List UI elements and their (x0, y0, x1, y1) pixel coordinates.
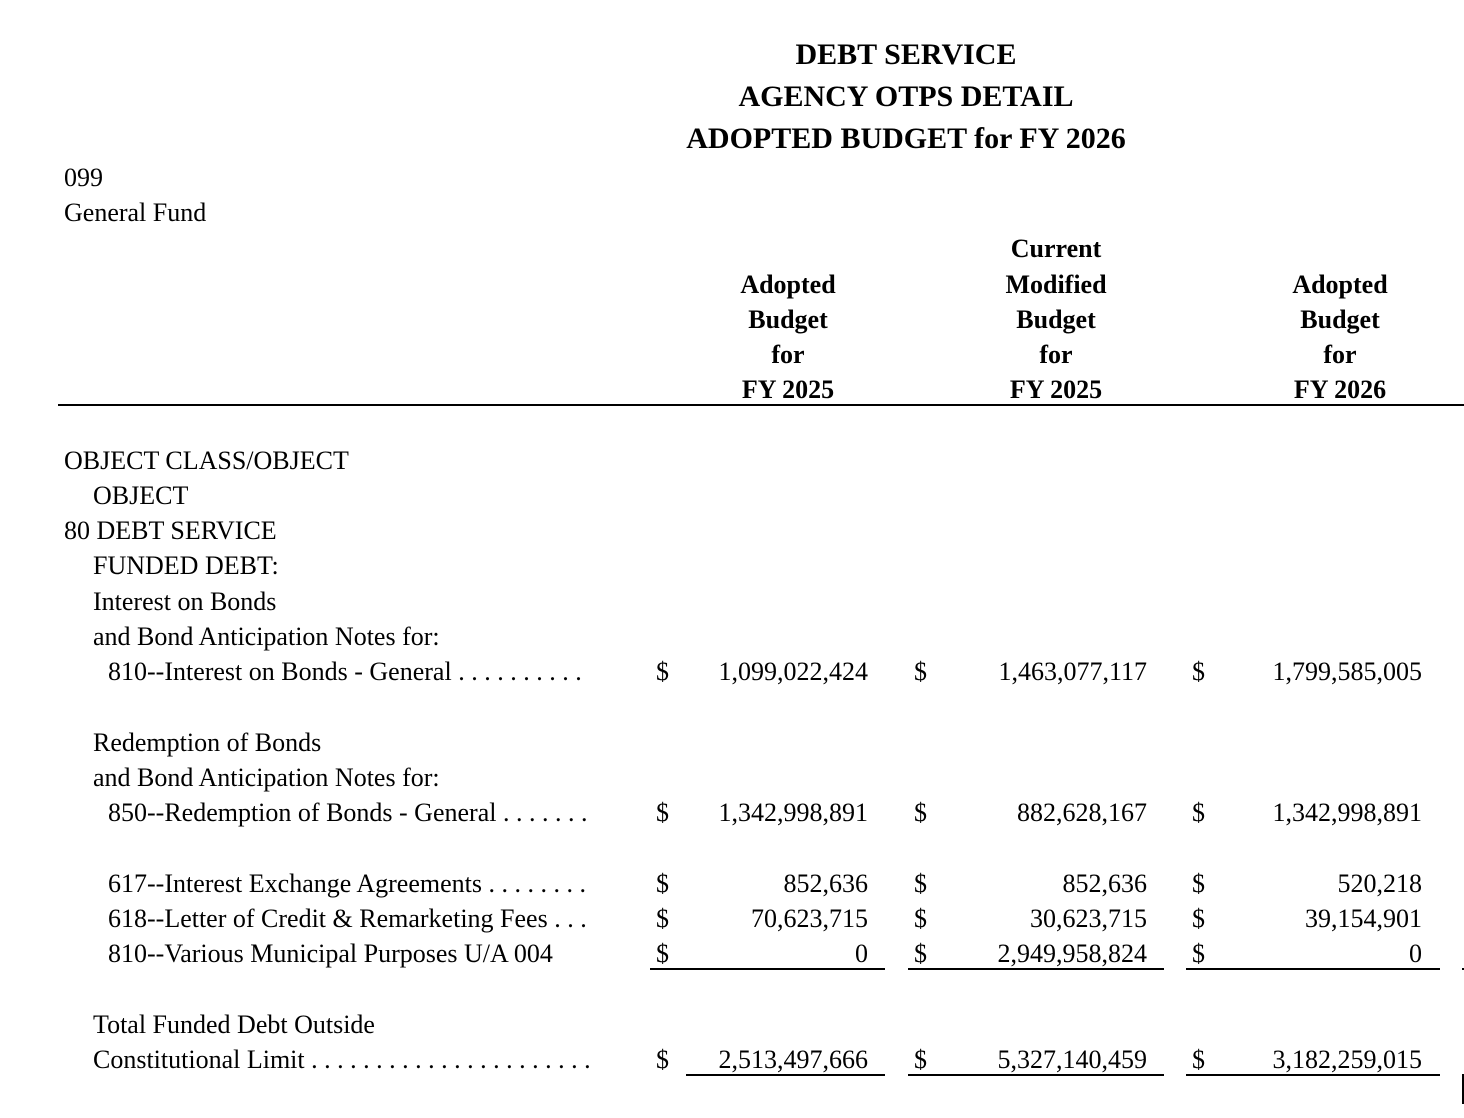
col1-line3: for (771, 340, 805, 369)
currency-symbol: $ (656, 869, 669, 898)
value-col1: 1,342,998,891 (718, 798, 868, 827)
currency-symbol: $ (1192, 1045, 1205, 1074)
col2-line4: FY 2025 (1009, 375, 1103, 404)
total-value-col1: 2,513,497,666 (718, 1045, 868, 1074)
col1-line4: FY 2025 (741, 375, 835, 404)
col1-line1: Adopted (740, 270, 836, 299)
col2-line0: Current (1010, 234, 1102, 263)
col3-line3: for (1323, 340, 1357, 369)
col3-line2: Budget (1300, 305, 1380, 334)
row-label-text: 810--Interest on Bonds - General (108, 657, 452, 686)
dot-leader: . . . (547, 904, 587, 933)
subtotal-rule-col1 (650, 968, 885, 970)
row-label (108, 659, 582, 685)
value-col1: 70,623,715 (751, 904, 868, 933)
funded-debt-label: FUNDED DEBT: (93, 551, 279, 580)
currency-symbol: $ (914, 904, 927, 933)
debt-service-label: 80 DEBT SERVICE (64, 516, 277, 545)
row-label: 810--Various Municipal Purposes U/A 004 (108, 939, 553, 968)
object-class-label: OBJECT CLASS/OBJECT (64, 446, 349, 475)
value-col3: 39,154,901 (1305, 904, 1422, 933)
value-col1: 1,099,022,424 (718, 657, 868, 686)
col2-line1: Modified (1005, 270, 1107, 299)
value-col3: 1,799,585,005 (1272, 657, 1422, 686)
currency-symbol: $ (656, 1045, 669, 1074)
currency-symbol: $ (656, 798, 669, 827)
fund-code: 099 (64, 163, 103, 192)
header-divider (58, 404, 1464, 406)
currency-symbol: $ (656, 657, 669, 686)
total-value-col3: 3,182,259,015 (1272, 1045, 1422, 1074)
redemption-header-2: and Bond Anticipation Notes for: (93, 763, 440, 792)
currency-symbol: $ (914, 1045, 927, 1074)
total-label-2 (93, 1047, 591, 1073)
row-label-text: 617--Interest Exchange Agreements (108, 869, 482, 898)
currency-symbol: $ (1192, 869, 1205, 898)
col2-line3: for (1039, 340, 1073, 369)
row-label (108, 871, 586, 897)
interest-header-1: Interest on Bonds (93, 587, 277, 616)
value-col1: 852,636 (783, 869, 868, 898)
currency-symbol: $ (914, 939, 927, 968)
currency-symbol: $ (1192, 939, 1205, 968)
currency-symbol: $ (1192, 657, 1205, 686)
subtotal-rule-col3 (1186, 968, 1440, 970)
total-rule-col3 (1186, 1074, 1440, 1076)
dot-leader: . . . . . . . . . . (451, 657, 582, 686)
value-col2: 852,636 (1062, 869, 1147, 898)
redemption-header-1: Redemption of Bonds (93, 728, 322, 757)
col3-line4: FY 2026 (1293, 375, 1387, 404)
row-label (108, 906, 587, 932)
dot-leader: . . . . . . . . (481, 869, 586, 898)
object-label: OBJECT (93, 481, 189, 510)
currency-symbol: $ (656, 904, 669, 933)
col2-line2: Budget (1016, 305, 1096, 334)
total-rule-col2 (908, 1074, 1164, 1076)
col3-line1: Adopted (1292, 270, 1388, 299)
value-col3: 0 (1409, 939, 1422, 968)
total-label-text: Constitutional Limit (93, 1045, 305, 1074)
fund-name: General Fund (64, 198, 207, 227)
row-label (108, 800, 587, 826)
subtotal-rule-col2 (908, 968, 1164, 970)
total-label-1: Total Funded Debt Outside (93, 1010, 375, 1039)
value-col1: 0 (855, 939, 868, 968)
currency-symbol: $ (914, 657, 927, 686)
total-rule-col1 (686, 1074, 885, 1076)
row-label-text: 850--Redemption of Bonds - General (108, 798, 497, 827)
col1-line2: Budget (748, 305, 828, 334)
currency-symbol: $ (656, 939, 669, 968)
value-col2: 30,623,715 (1030, 904, 1147, 933)
interest-header-2: and Bond Anticipation Notes for: (93, 622, 440, 651)
value-col3: 520,218 (1337, 869, 1422, 898)
report-title-line-2: AGENCY OTPS DETAIL (738, 80, 1074, 113)
row-label-text: 618--Letter of Credit & Remarketing Fees (108, 904, 548, 933)
report-title-line-1: DEBT SERVICE (795, 38, 1017, 71)
currency-symbol: $ (914, 798, 927, 827)
report-title-line-3: ADOPTED BUDGET for FY 2026 (686, 122, 1126, 155)
currency-symbol: $ (1192, 904, 1205, 933)
value-col2: 882,628,167 (1017, 798, 1147, 827)
value-col2: 2,949,958,824 (997, 939, 1147, 968)
currency-symbol: $ (914, 869, 927, 898)
currency-symbol: $ (1192, 798, 1205, 827)
dot-leader: . . . . . . . (496, 798, 588, 827)
dot-leader: . . . . . . . . . . . . . . . . . . . . . . (304, 1045, 591, 1074)
value-col2: 1,463,077,117 (998, 657, 1147, 686)
total-value-col2: 5,327,140,459 (997, 1045, 1147, 1074)
value-col3: 1,342,998,891 (1272, 798, 1422, 827)
